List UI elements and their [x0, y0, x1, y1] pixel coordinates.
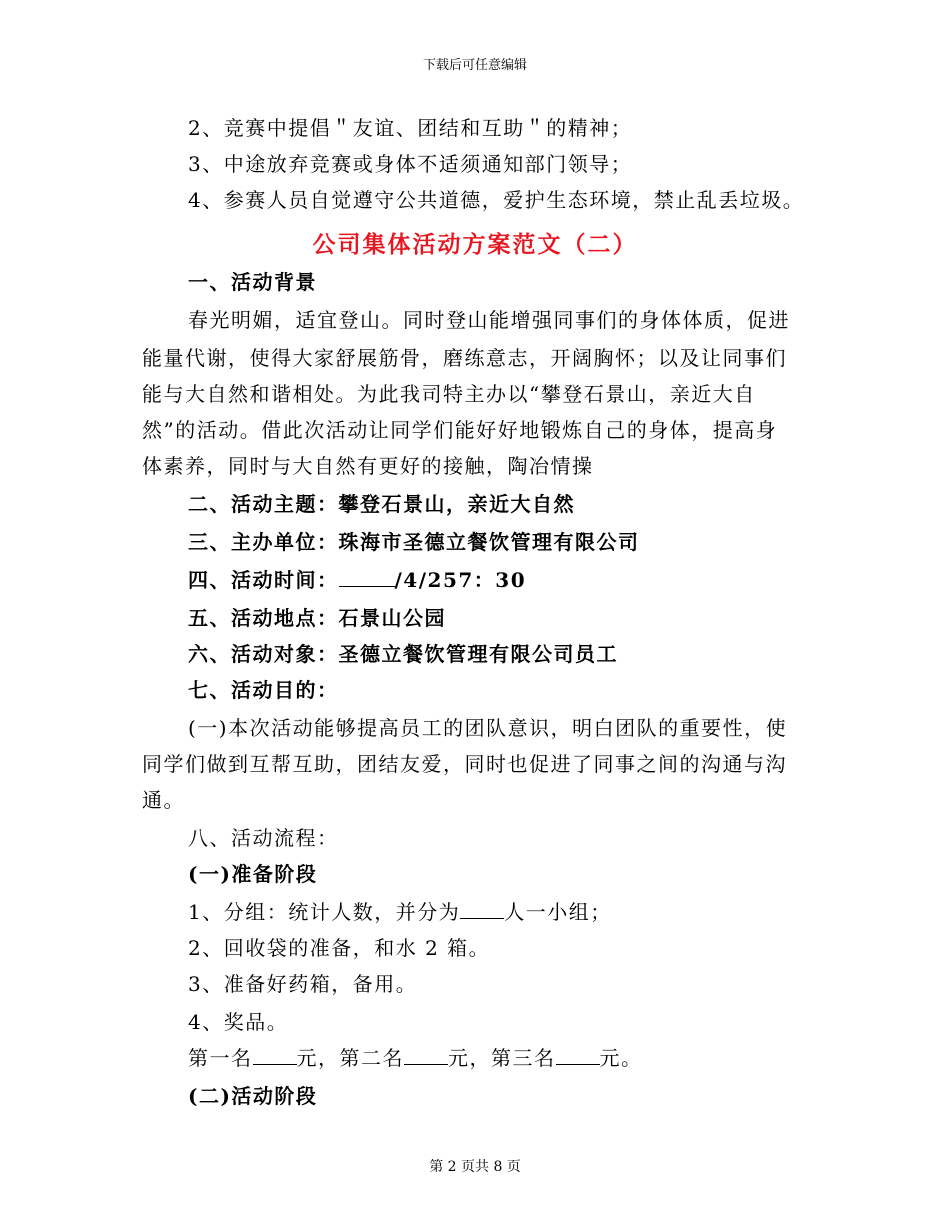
prize-first: 第一名: [188, 1046, 253, 1070]
list-item: 3、准备好药箱，备用。: [188, 972, 418, 996]
rule-2: 2、竞赛中提倡＂友谊、团结和互助＂的精神；: [188, 116, 633, 140]
section-heading-purpose: 七、活动目的：: [188, 678, 339, 702]
prize-third: 元，第三名: [448, 1046, 556, 1070]
rule-3: 3、中途放弃竞赛或身体不适须通知部门领导；: [188, 152, 633, 176]
time-label: 四、活动时间：: [188, 568, 339, 592]
blank-field: [339, 566, 395, 587]
paragraph-line: 能量代谢，使得大家舒展筋骨，磨练意志，开阔胸怀；以及让同事们: [142, 346, 787, 370]
paragraph-line: 通。: [142, 788, 185, 812]
section-heading-time: [188, 566, 526, 594]
list-item: 4、奖品。: [188, 1010, 289, 1034]
section-heading-process: 八、活动流程：: [188, 826, 339, 850]
item-text: 人一小组；: [504, 900, 612, 924]
prize-line: [188, 1044, 643, 1072]
rule-4: 4、参赛人员自觉遵守公共道德，爱护生态环境，禁止乱丢垃圾。: [188, 188, 805, 212]
section-heading-background: 一、活动背景: [188, 270, 317, 294]
subsection-activity: (二)活动阶段: [188, 1084, 318, 1108]
list-item: [188, 898, 612, 926]
section-heading-theme: 二、活动主题：攀登石景山，亲近大自然: [188, 492, 575, 516]
page-header: 下载后可任意编辑: [422, 58, 527, 73]
paragraph-line: 然”的活动。借此次活动让同学们能好好地锻炼自己的身体，提高身: [142, 418, 778, 442]
paragraph-line: 能与大自然和谐相处。为此我司特主办以“攀登石景山，亲近大自: [142, 382, 756, 406]
blank-field: [556, 1044, 600, 1065]
section-heading-location: 五、活动地点：石景山公园: [188, 606, 446, 630]
prize-end: 元。: [599, 1046, 643, 1070]
paragraph-line: (一)本次活动能够提高员工的团队意识，明白团队的重要性，使: [188, 716, 788, 740]
subsection-preparation: (一)准备阶段: [188, 862, 318, 886]
prize-second: 元，第二名: [296, 1046, 404, 1070]
document-title: 公司集体活动方案范文（二）: [312, 231, 638, 258]
blank-field: [460, 898, 504, 919]
blank-field: [404, 1044, 448, 1065]
paragraph-line: 同学们做到互帮互助，团结友爱，同时也促进了同事之间的沟通与沟: [142, 752, 787, 776]
section-heading-audience: 六、活动对象：圣德立餐饮管理有限公司员工: [188, 642, 618, 666]
item-text: 1、分组：统计人数，并分为: [188, 900, 461, 924]
blank-field: [253, 1044, 297, 1065]
list-item: 2、回收袋的准备，和水 2 箱。: [188, 936, 491, 960]
page-footer: 第 2 页共 8 页: [429, 1159, 521, 1175]
section-heading-organizer: 三、主办单位：珠海市圣德立餐饮管理有限公司: [188, 530, 640, 554]
time-value: /4/257：30: [394, 568, 527, 592]
paragraph-line: 体素养，同时与大自然有更好的接触，陶冶情操: [142, 454, 594, 478]
paragraph-line: 春光明媚，适宜登山。同时登山能增强同事们的身体体质，促进: [188, 308, 790, 332]
